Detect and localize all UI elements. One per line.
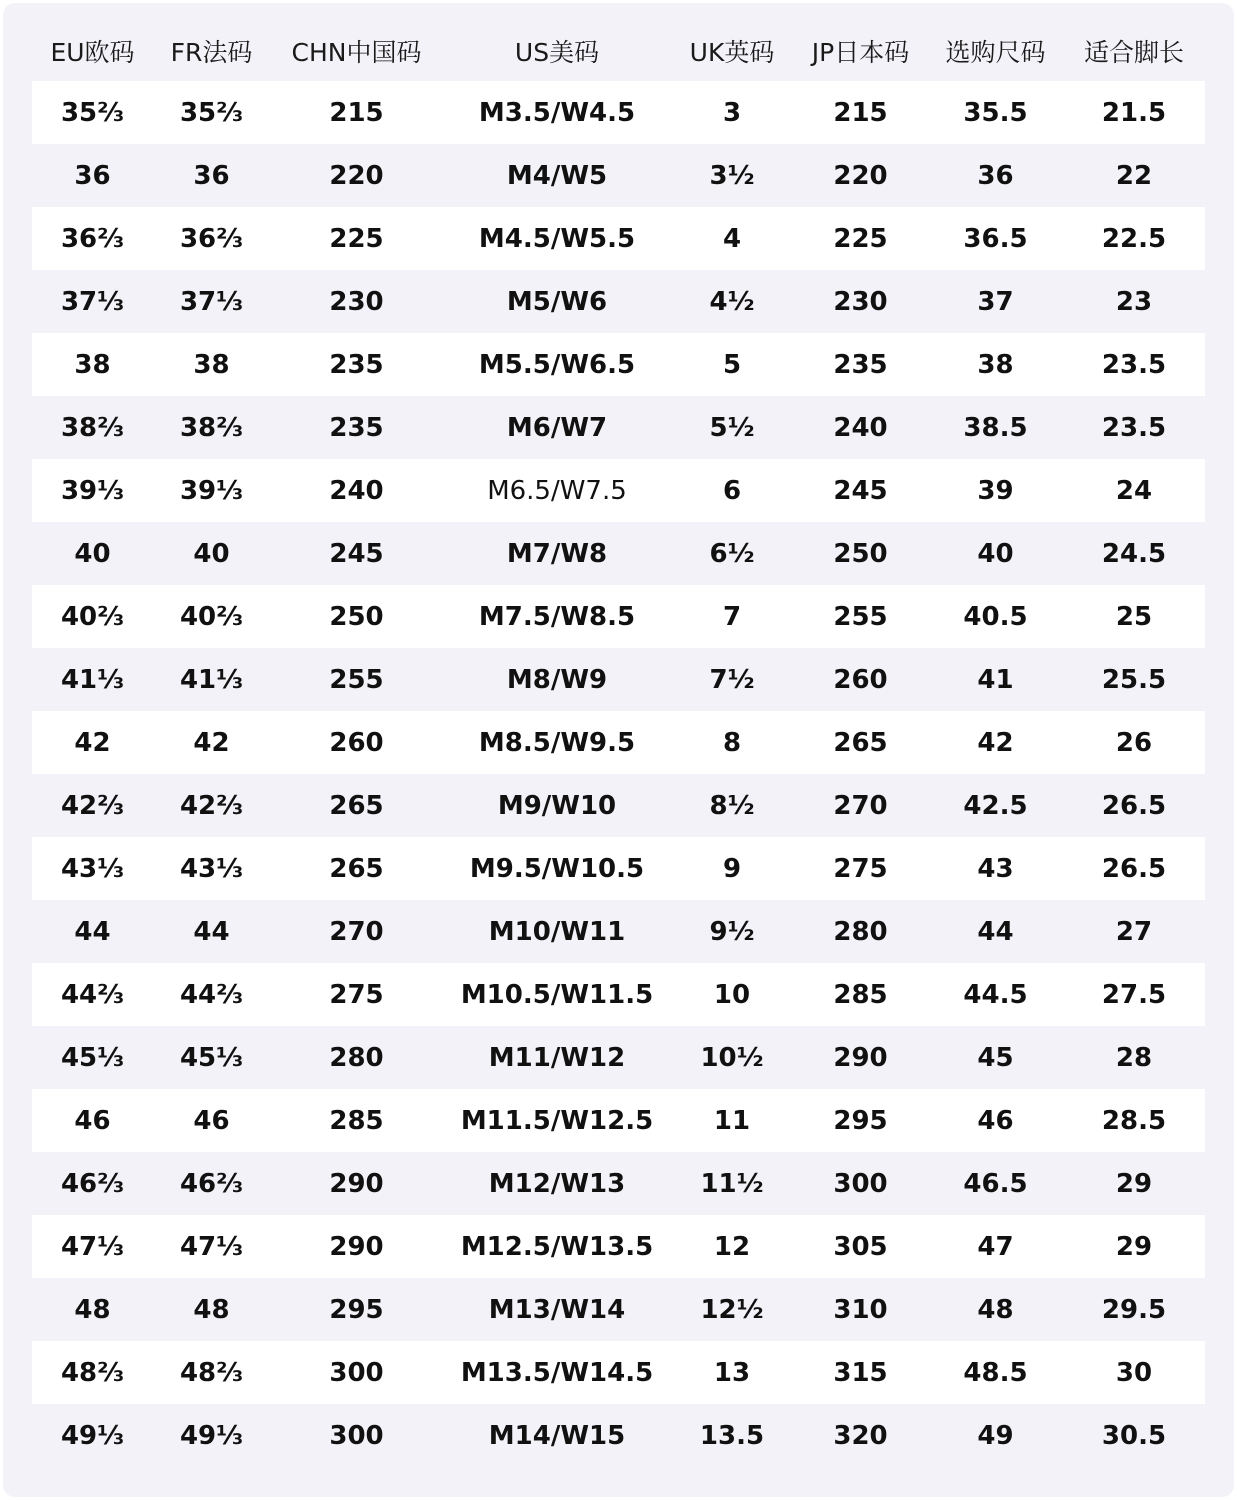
cell-fr-size: 48⅔: [179, 1357, 244, 1388]
cell-uk-size: 5: [722, 349, 742, 380]
cell-buy-size: 43: [977, 853, 1014, 884]
cell-uk-size: 3½: [709, 160, 755, 191]
cell-uk-size: 13: [713, 1357, 751, 1388]
cell-uk-size: 4½: [709, 286, 755, 317]
cell-foot-length: 26: [1115, 727, 1153, 758]
cell-eu-size: 42⅔: [60, 790, 125, 821]
cell-us-size: M9/W10: [497, 790, 617, 821]
cell-buy-size: 42.5: [963, 790, 1028, 821]
cell-eu-size: 48⅔: [60, 1357, 125, 1388]
table-row: [32, 774, 1205, 837]
cell-chn-size: 290: [329, 1231, 384, 1262]
cell-chn-size: 240: [329, 475, 384, 506]
cell-jp-size: 235: [833, 349, 888, 380]
cell-fr-size: 46: [193, 1105, 230, 1136]
cell-jp-size: 260: [833, 664, 888, 695]
cell-eu-size: 38: [74, 349, 111, 380]
column-header-uk-size: UK英码: [689, 38, 775, 67]
cell-jp-size: 280: [833, 916, 888, 947]
cell-us-size: M8.5/W9.5: [478, 727, 636, 758]
cell-uk-size: 7½: [709, 664, 755, 695]
cell-buy-size: 40: [977, 538, 1014, 569]
cell-chn-size: 275: [329, 979, 384, 1010]
cell-chn-size: 300: [329, 1357, 384, 1388]
cell-chn-size: 225: [329, 223, 384, 254]
cell-eu-size: 48: [74, 1294, 111, 1325]
cell-us-size: M10.5/W11.5: [460, 979, 654, 1010]
cell-eu-size: 39⅓: [60, 475, 125, 506]
cell-eu-size: 46⅔: [60, 1168, 125, 1199]
cell-jp-size: 285: [833, 979, 888, 1010]
cell-uk-size: 9: [722, 853, 742, 884]
cell-eu-size: 47⅓: [60, 1231, 125, 1262]
cell-buy-size: 48: [977, 1294, 1014, 1325]
cell-buy-size: 46.5: [963, 1168, 1028, 1199]
cell-eu-size: 46: [74, 1105, 111, 1136]
cell-buy-size: 36.5: [963, 223, 1028, 254]
cell-us-size: M4.5/W5.5: [478, 223, 636, 254]
table-row: [32, 837, 1205, 900]
table-row: [32, 585, 1205, 648]
cell-fr-size: 45⅓: [179, 1042, 244, 1073]
cell-buy-size: 46: [977, 1105, 1014, 1136]
cell-buy-size: 41: [977, 664, 1014, 695]
cell-us-size: M5/W6: [506, 286, 608, 317]
cell-chn-size: 215: [329, 97, 384, 128]
cell-foot-length: 26.5: [1101, 853, 1167, 884]
cell-us-size: M13/W14: [488, 1294, 626, 1325]
table-row: [32, 1089, 1205, 1152]
cell-chn-size: 235: [329, 412, 384, 443]
cell-foot-length: 22: [1115, 160, 1153, 191]
cell-chn-size: 245: [329, 538, 384, 569]
cell-jp-size: 290: [833, 1042, 888, 1073]
cell-buy-size: 45: [977, 1042, 1014, 1073]
table-row: [32, 207, 1205, 270]
table-row: [32, 1026, 1205, 1089]
cell-foot-length: 25: [1115, 601, 1153, 632]
cell-uk-size: 8: [722, 727, 742, 758]
column-header-us-size: US美码: [514, 38, 600, 67]
cell-fr-size: 36⅔: [179, 223, 244, 254]
table-row: [32, 1278, 1205, 1341]
cell-fr-size: 43⅓: [179, 853, 244, 884]
cell-buy-size: 36: [977, 160, 1014, 191]
cell-chn-size: 235: [329, 349, 384, 380]
cell-eu-size: 44: [74, 916, 111, 947]
cell-uk-size: 4: [722, 223, 742, 254]
cell-us-size: M12/W13: [488, 1168, 626, 1199]
cell-buy-size: 48.5: [963, 1357, 1028, 1388]
cell-us-size: M7.5/W8.5: [478, 601, 636, 632]
cell-uk-size: 12: [713, 1231, 751, 1262]
cell-uk-size: 11½: [700, 1168, 764, 1199]
cell-jp-size: 275: [833, 853, 888, 884]
cell-foot-length: 27: [1115, 916, 1153, 947]
cell-uk-size: 3: [722, 97, 742, 128]
cell-uk-size: 10: [713, 979, 751, 1010]
cell-foot-length: 23.5: [1101, 412, 1167, 443]
cell-chn-size: 255: [329, 664, 384, 695]
cell-us-size: M14/W15: [488, 1420, 626, 1451]
cell-jp-size: 270: [833, 790, 888, 821]
column-header-fr-size: FR法码: [170, 38, 253, 67]
cell-jp-size: 255: [833, 601, 888, 632]
cell-fr-size: 44: [193, 916, 230, 947]
cell-us-size: M13.5/W14.5: [460, 1357, 654, 1388]
cell-eu-size: 40⅔: [60, 601, 125, 632]
cell-us-size: M12.5/W13.5: [460, 1231, 654, 1262]
cell-uk-size: 10½: [700, 1042, 764, 1073]
cell-chn-size: 285: [329, 1105, 384, 1136]
column-header-buy-size: 选购尺码: [945, 38, 1046, 67]
table-row: [32, 270, 1205, 333]
cell-foot-length: 27.5: [1101, 979, 1167, 1010]
cell-eu-size: 49⅓: [60, 1420, 125, 1451]
table-row: [32, 459, 1205, 522]
cell-fr-size: 42: [193, 727, 230, 758]
cell-foot-length: 26.5: [1101, 790, 1167, 821]
cell-jp-size: 295: [833, 1105, 888, 1136]
cell-fr-size: 42⅔: [179, 790, 244, 821]
cell-chn-size: 265: [329, 853, 384, 884]
table-row: [32, 648, 1205, 711]
cell-fr-size: 37⅓: [179, 286, 244, 317]
table-row: [32, 1341, 1205, 1404]
cell-buy-size: 38: [977, 349, 1014, 380]
cell-eu-size: 43⅓: [60, 853, 125, 884]
cell-foot-length: 24.5: [1101, 538, 1167, 569]
cell-fr-size: 40⅔: [179, 601, 244, 632]
table-row: [32, 900, 1205, 963]
cell-fr-size: 38: [193, 349, 230, 380]
cell-buy-size: 40.5: [963, 601, 1028, 632]
table-row: [32, 1152, 1205, 1215]
cell-buy-size: 38.5: [963, 412, 1028, 443]
cell-us-size: M3.5/W4.5: [478, 97, 636, 128]
cell-us-size: M11/W12: [488, 1042, 626, 1073]
column-header-jp-size: JP日本码: [811, 38, 910, 67]
cell-chn-size: 230: [329, 286, 384, 317]
cell-chn-size: 295: [329, 1294, 384, 1325]
cell-buy-size: 49: [977, 1420, 1014, 1451]
table-row: [32, 81, 1205, 144]
cell-fr-size: 39⅓: [179, 475, 244, 506]
table-row: [32, 1215, 1205, 1278]
cell-buy-size: 44.5: [963, 979, 1028, 1010]
cell-eu-size: 40: [74, 538, 111, 569]
cell-jp-size: 240: [833, 412, 888, 443]
cell-uk-size: 7: [722, 601, 742, 632]
cell-uk-size: 11: [713, 1105, 751, 1136]
cell-jp-size: 220: [833, 160, 888, 191]
cell-foot-length: 29.5: [1101, 1294, 1167, 1325]
cell-eu-size: 36⅔: [60, 223, 125, 254]
cell-uk-size: 13.5: [699, 1420, 765, 1451]
cell-foot-length: 21.5: [1101, 97, 1167, 128]
cell-us-size: M4/W5: [506, 160, 608, 191]
cell-uk-size: 9½: [709, 916, 755, 947]
cell-uk-size: 6½: [709, 538, 755, 569]
cell-foot-length: 28: [1115, 1042, 1153, 1073]
cell-uk-size: 6: [722, 475, 742, 506]
column-header-foot-length: 适合脚长: [1083, 38, 1184, 67]
cell-foot-length: 30: [1115, 1357, 1153, 1388]
cell-chn-size: 250: [329, 601, 384, 632]
cell-eu-size: 37⅓: [60, 286, 125, 317]
cell-chn-size: 265: [329, 790, 384, 821]
table-row: [32, 144, 1205, 207]
cell-foot-length: 29: [1115, 1231, 1153, 1262]
cell-eu-size: 42: [74, 727, 111, 758]
table-row: [32, 711, 1205, 774]
cell-jp-size: 245: [833, 475, 888, 506]
cell-eu-size: 35⅔: [60, 97, 125, 128]
cell-jp-size: 305: [833, 1231, 888, 1262]
cell-buy-size: 47: [977, 1231, 1014, 1262]
cell-fr-size: 47⅓: [179, 1231, 244, 1262]
table-row: [32, 1404, 1205, 1467]
cell-us-size: M5.5/W6.5: [478, 349, 636, 380]
cell-chn-size: 290: [329, 1168, 384, 1199]
cell-jp-size: 250: [833, 538, 888, 569]
cell-jp-size: 225: [833, 223, 888, 254]
cell-fr-size: 35⅔: [179, 97, 244, 128]
cell-us-size: M10/W11: [488, 916, 626, 947]
cell-us-size: M6/W7: [506, 412, 608, 443]
cell-buy-size: 39: [977, 475, 1014, 506]
cell-foot-length: 23: [1115, 286, 1153, 317]
table-row: [32, 396, 1205, 459]
cell-jp-size: 230: [833, 286, 888, 317]
cell-buy-size: 35.5: [963, 97, 1028, 128]
cell-fr-size: 40: [193, 538, 230, 569]
cell-fr-size: 48: [193, 1294, 230, 1325]
cell-jp-size: 310: [833, 1294, 888, 1325]
cell-buy-size: 44: [977, 916, 1014, 947]
table-row: [32, 522, 1205, 585]
cell-us-size: M6.5/W7.5: [487, 475, 627, 506]
cell-jp-size: 320: [833, 1420, 888, 1451]
cell-uk-size: 12½: [700, 1294, 764, 1325]
cell-uk-size: 5½: [709, 412, 755, 443]
cell-fr-size: 38⅔: [179, 412, 244, 443]
size-chart-table: [3, 3, 1234, 1497]
column-header-eu-size: EU欧码: [50, 38, 135, 67]
table-header: [3, 3, 1234, 81]
cell-foot-length: 29: [1115, 1168, 1153, 1199]
cell-eu-size: 41⅓: [60, 664, 125, 695]
cell-chn-size: 270: [329, 916, 384, 947]
cell-fr-size: 41⅓: [179, 664, 244, 695]
cell-uk-size: 8½: [709, 790, 755, 821]
cell-foot-length: 23.5: [1101, 349, 1167, 380]
cell-chn-size: 260: [329, 727, 384, 758]
cell-us-size: M7/W8: [506, 538, 608, 569]
table-row: [32, 333, 1205, 396]
cell-us-size: M8/W9: [506, 664, 608, 695]
cell-us-size: M9.5/W10.5: [469, 853, 645, 884]
cell-foot-length: 28.5: [1101, 1105, 1167, 1136]
cell-buy-size: 37: [977, 286, 1014, 317]
cell-eu-size: 45⅓: [60, 1042, 125, 1073]
cell-foot-length: 22.5: [1101, 223, 1167, 254]
cell-us-size: M11.5/W12.5: [460, 1105, 654, 1136]
cell-foot-length: 25.5: [1101, 664, 1167, 695]
cell-foot-length: 24: [1115, 475, 1153, 506]
cell-chn-size: 300: [329, 1420, 384, 1451]
cell-chn-size: 220: [329, 160, 384, 191]
cell-fr-size: 36: [193, 160, 230, 191]
cell-eu-size: 38⅔: [60, 412, 125, 443]
cell-foot-length: 30.5: [1101, 1420, 1167, 1451]
cell-jp-size: 265: [833, 727, 888, 758]
cell-jp-size: 300: [833, 1168, 888, 1199]
cell-buy-size: 42: [977, 727, 1014, 758]
table-row: [32, 963, 1205, 1026]
cell-eu-size: 44⅔: [60, 979, 125, 1010]
cell-eu-size: 36: [74, 160, 111, 191]
cell-fr-size: 46⅔: [179, 1168, 244, 1199]
cell-jp-size: 315: [833, 1357, 888, 1388]
cell-fr-size: 49⅓: [179, 1420, 244, 1451]
column-header-chn-size: CHN中国码: [291, 38, 422, 67]
cell-chn-size: 280: [329, 1042, 384, 1073]
cell-jp-size: 215: [833, 97, 888, 128]
cell-fr-size: 44⅔: [179, 979, 244, 1010]
